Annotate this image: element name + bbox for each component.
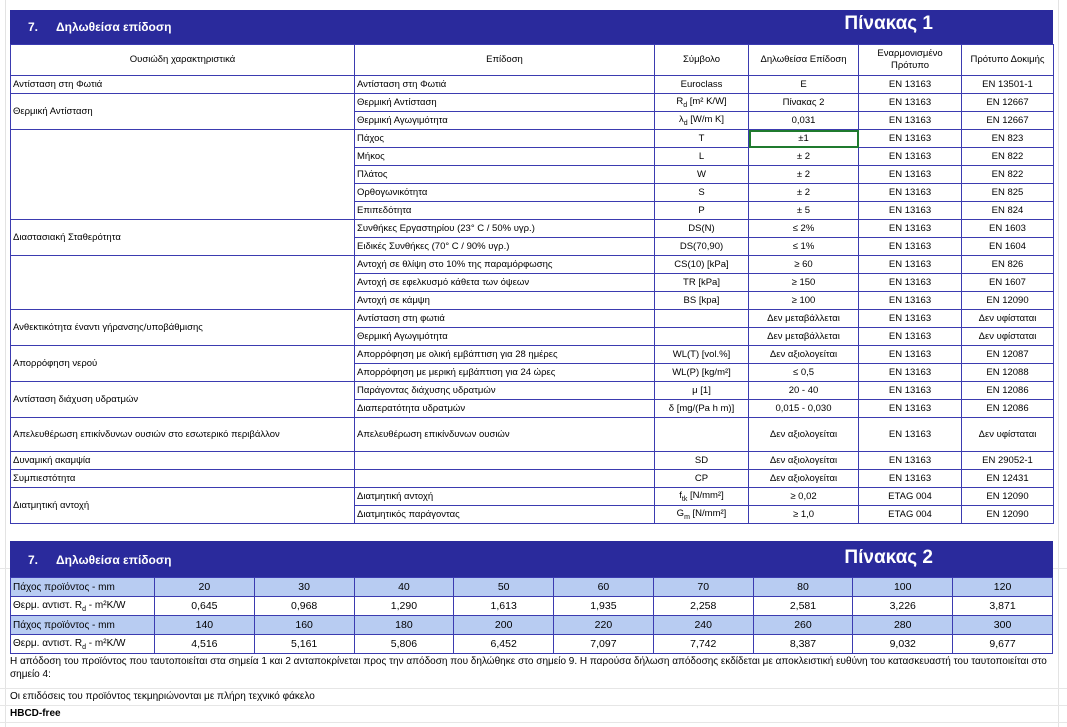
test-standard-cell: EN 826 [962,256,1054,274]
symbol-cell: WL(T) [vol.%] [655,346,749,364]
section-title: Δηλωθείσα επίδοση [56,20,172,34]
declared-value-cell: 20 - 40 [749,382,859,400]
performance-cell: Θερμική Αγωγιμότητα [355,112,655,130]
standard-cell: ETAG 004 [859,488,962,506]
thickness-cell: 300 [953,616,1053,635]
declared-value-cell: Δεν αξιολογείται [749,470,859,488]
resistance-cell: 8,387 [753,635,853,654]
characteristic-cell [11,130,355,220]
thickness-cell: 30 [254,578,354,597]
symbol-cell [655,310,749,328]
test-standard-cell: EN 1604 [962,238,1054,256]
section-2-header [10,541,1053,577]
symbol-cell: P [655,202,749,220]
thickness-cell: 280 [853,616,953,635]
symbol-cell: $G_m$ [N/mm²] [655,506,749,524]
thickness-cell: 220 [554,616,654,635]
standard-cell: EN 13163 [859,220,962,238]
standard-cell: EN 13163 [859,130,962,148]
standard-cell: EN 13163 [859,328,962,346]
resistance-cell: 0,968 [254,597,354,616]
row-label: Πάχος προϊόντος - mm [11,578,155,597]
test-standard-cell: EN 12667 [962,94,1054,112]
table-row [11,310,1054,328]
table-row [11,256,1054,274]
symbol-cell: S [655,184,749,202]
characteristic-cell: Αντίσταση στη Φωτιά [11,76,355,94]
table-row [11,76,1054,94]
section-number: 7. [28,20,39,34]
section-1-header [10,10,1053,44]
thickness-cell: 50 [454,578,554,597]
characteristic-cell: Θερμική Αντίσταση [11,94,355,130]
test-standard-cell: EN 12090 [962,488,1054,506]
performance-cell: Διαπερατότητα υδρατμών [355,400,655,418]
documentation-note: Οι επιδόσεις του προϊόντος τεκμηριώνονται με πλήρη τεχνικό φάκελο [10,691,315,702]
table-row [11,452,1054,470]
symbol-cell: $\lambda_d$ [W/m K] [655,112,749,130]
symbol-cell: DS(70,90) [655,238,749,256]
performance-cell: Αντοχή σε εφελκυσμό κάθετα των όψεων [355,274,655,292]
declared-value-cell: ≥ 100 [749,292,859,310]
declared-value-cell: Δεν αξιολογείται [749,418,859,452]
symbol-cell: CS(10) [kPa] [655,256,749,274]
performance-cell [355,452,655,470]
section-number: 7. [28,553,39,567]
test-standard-cell: EN 12086 [962,382,1054,400]
table-row [11,220,1054,238]
declared-value-cell: Πίνακας 2 [749,94,859,112]
performance-cell: Συνθήκες Εργαστηρίου (23° C / 50% υγρ.) [355,220,655,238]
symbol-cell: T [655,130,749,148]
standard-cell: EN 13163 [859,470,962,488]
standard-cell: EN 13163 [859,292,962,310]
declared-value-cell: Δεν μεταβάλλεται [749,328,859,346]
standard-cell: EN 13163 [859,418,962,452]
declared-value-cell: ≥ 60 [749,256,859,274]
resistance-row [11,597,1053,616]
hbcd-note: HBCD-free [10,708,61,719]
thickness-cell: 140 [155,616,255,635]
resistance-cell: 7,097 [554,635,654,654]
test-standard-cell: EN 12090 [962,292,1054,310]
thickness-table [10,577,1053,654]
test-standard-cell: EN 29052-1 [962,452,1054,470]
table-row [11,488,1054,506]
declared-value-cell: ± 2 [749,166,859,184]
declared-value-cell: 0,031 [749,112,859,130]
characteristic-cell [11,256,355,310]
standard-cell: EN 13163 [859,184,962,202]
standard-cell: EN 13163 [859,76,962,94]
standard-cell: EN 13163 [859,364,962,382]
thickness-cell: 40 [354,578,454,597]
declared-value-cell: Δεν αξιολογείται [749,346,859,364]
performance-cell: Αντίσταση στη Φωτιά [355,76,655,94]
table-2-title: Πίνακας 2 [844,547,933,568]
performance-cell: Αντοχή σε κάμψη [355,292,655,310]
header-symbol: Σύμβολο [655,45,749,76]
characteristic-cell: Συμπιεστότητα [11,470,355,488]
test-standard-cell: EN 823 [962,130,1054,148]
resistance-cell: 9,677 [953,635,1053,654]
header-declared: Δηλωθείσα Επίδοση [749,45,859,76]
thickness-cell: 240 [653,616,753,635]
thickness-cell: 80 [753,578,853,597]
test-standard-cell: EN 1607 [962,274,1054,292]
declared-value-cell: 0,015 - 0,030 [749,400,859,418]
table-row [11,382,1054,400]
performance-cell: Αντοχή σε θλίψη στο 10% της παραμόρφωσης [355,256,655,274]
declared-value-cell: E [749,76,859,94]
table-1-title: Πίνακας 1 [844,13,933,34]
test-standard-cell: EN 12431 [962,470,1054,488]
declared-value-cell-selected: ±1 [749,130,859,148]
performance-cell: Απορρόφηση με ολική εμβάπτιση για 28 ημέρες [355,346,655,364]
symbol-cell: TR [kPa] [655,274,749,292]
resistance-cell: 0,645 [155,597,255,616]
thickness-cell: 180 [354,616,454,635]
table-header-row [11,45,1054,76]
standard-cell: ETAG 004 [859,506,962,524]
characteristic-cell: Αντίσταση διάχυση υδρατμών [11,382,355,418]
resistance-cell: 1,613 [454,597,554,616]
test-standard-cell: EN 12087 [962,346,1054,364]
resistance-cell: 7,742 [653,635,753,654]
test-standard-cell: Δεν υφίσταται [962,328,1054,346]
row-label: Θερμ. αντιστ. $R_d - m^2K/W$ [11,597,155,616]
test-standard-cell: EN 822 [962,148,1054,166]
thickness-cell: 100 [853,578,953,597]
resistance-cell: 9,032 [853,635,953,654]
resistance-cell: 2,581 [753,597,853,616]
standard-cell: EN 13163 [859,274,962,292]
performance-cell: Μήκος [355,148,655,166]
declared-value-cell: ≥ 150 [749,274,859,292]
resistance-cell: 3,871 [953,597,1053,616]
symbol-cell: CP [655,470,749,488]
declared-value-cell: Δεν αξιολογείται [749,452,859,470]
symbol-cell: L [655,148,749,166]
performance-cell: Ειδικές Συνθήκες (70° C / 90% υγρ.) [355,238,655,256]
performance-cell: Πλάτος [355,166,655,184]
performance-cell: Αντίσταση στη φωτιά [355,310,655,328]
test-standard-cell: EN 12086 [962,400,1054,418]
resistance-cell: 1,935 [554,597,654,616]
table-row [11,130,1054,148]
performance-cell: Θερμική Αγωγιμότητα [355,328,655,346]
standard-cell: EN 13163 [859,112,962,130]
standard-cell: EN 13163 [859,452,962,470]
table-row [11,346,1054,364]
standard-cell: EN 13163 [859,148,962,166]
header-harmonised-standard: Εναρμονισμένο Πρότυπο [859,45,962,76]
thickness-cell: 70 [653,578,753,597]
resistance-cell: 3,226 [853,597,953,616]
declared-value-cell: ± 2 [749,184,859,202]
symbol-cell: W [655,166,749,184]
resistance-cell: 5,806 [354,635,454,654]
performance-cell: Επιπεδότητα [355,202,655,220]
performance-table [10,44,1054,524]
row-label: Πάχος προϊόντος - mm [11,616,155,635]
test-standard-cell: EN 824 [962,202,1054,220]
test-standard-cell: EN 825 [962,184,1054,202]
standard-cell: EN 13163 [859,310,962,328]
performance-cell: Απορρόφηση με μερική εμβάπτιση για 24 ώρες [355,364,655,382]
thickness-cell: 200 [454,616,554,635]
standard-cell: EN 13163 [859,166,962,184]
characteristic-cell: Δυναμική ακαμψία [11,452,355,470]
characteristic-cell: Ανθεκτικότητα έναντι γήρανσης/υποβάθμισης [11,310,355,346]
test-standard-cell: EN 12088 [962,364,1054,382]
test-standard-cell: EN 822 [962,166,1054,184]
characteristic-cell: Απελευθέρωση επικίνδυνων ουσιών στο εσωτερικό περιβάλλον [11,418,355,452]
thickness-row [11,616,1053,635]
test-standard-cell: Δεν υφίσταται [962,310,1054,328]
declared-value-cell: ≥ 1,0 [749,506,859,524]
standard-cell: EN 13163 [859,256,962,274]
characteristic-cell: Απορρόφηση νερού [11,346,355,382]
standard-cell: EN 13163 [859,382,962,400]
resistance-cell: 5,161 [254,635,354,654]
declared-value-cell: ≤ 2% [749,220,859,238]
thickness-cell: 60 [554,578,654,597]
performance-cell [355,470,655,488]
test-standard-cell: EN 13501-1 [962,76,1054,94]
symbol-cell [655,328,749,346]
section-title: Δηλωθείσα επίδοση [56,553,172,567]
declared-value-cell: ± 5 [749,202,859,220]
table-row [11,94,1054,112]
declared-value-cell: ≤ 1% [749,238,859,256]
header-test-standard: Πρότυπο Δοκιμής [962,45,1054,76]
declared-value-cell: ± 2 [749,148,859,166]
symbol-cell: BS [kpa] [655,292,749,310]
standard-cell: EN 13163 [859,94,962,112]
table-row [11,470,1054,488]
symbol-cell: μ [1] [655,382,749,400]
characteristic-cell: Διατμητική αντοχή [11,488,355,524]
test-standard-cell: EN 1603 [962,220,1054,238]
resistance-row [11,635,1053,654]
resistance-cell: 2,258 [653,597,753,616]
resistance-cell: 1,290 [354,597,454,616]
row-label: Θερμ. αντιστ. $R_d - m^2K/W$ [11,635,155,654]
header-characteristics: Ουσιώδη χαρακτηριστικά [11,45,355,76]
thickness-cell: 260 [753,616,853,635]
test-standard-cell: EN 12090 [962,506,1054,524]
thickness-row [11,578,1053,597]
performance-cell: Διατμητικός παράγοντας [355,506,655,524]
test-standard-cell: Δεν υφίσταται [962,418,1054,452]
standard-cell: EN 13163 [859,238,962,256]
table-row [11,418,1054,452]
declaration-note: Η απόδοση του προϊόντος που ταυτοποιείται στα σημεία 1 και 2 ανταποκρίνεται προς την απόδοση που δηλώθηκε στο σημείο 9. Η παρούσα δήλωση απόδοσης εκδίδεται με αποκλειστική ευθύνη του κατασκευαστή του ταυτοποιείται στο σημείο 4: [10,656,1047,680]
thickness-cell: 160 [254,616,354,635]
thickness-cell: 120 [953,578,1053,597]
symbol-cell: DS(N) [655,220,749,238]
symbol-cell: δ [mg/(Pa h m)] [655,400,749,418]
symbol-cell: $R_d$ [m² K/W] [655,94,749,112]
performance-cell: Πάχος [355,130,655,148]
declared-value-cell: ≥ 0,02 [749,488,859,506]
declared-value-cell: ≤ 0,5 [749,364,859,382]
header-performance: Επίδοση [355,45,655,76]
symbol-cell: WL(P) [kg/m²] [655,364,749,382]
symbol-cell: $f_{tk}$ [N/mm²] [655,488,749,506]
resistance-cell: 6,452 [454,635,554,654]
standard-cell: EN 13163 [859,346,962,364]
performance-cell: Θερμική Αντίσταση [355,94,655,112]
standard-cell: EN 13163 [859,400,962,418]
performance-cell: Διατμητική αντοχή [355,488,655,506]
performance-cell: Απελευθέρωση επικίνδυνων ουσιών [355,418,655,452]
symbol-cell [655,418,749,452]
standard-cell: EN 13163 [859,202,962,220]
symbol-cell: SD [655,452,749,470]
declared-value-cell: Δεν μεταβάλλεται [749,310,859,328]
characteristic-cell: Διαστασιακή Σταθερότητα [11,220,355,256]
test-standard-cell: EN 12667 [962,112,1054,130]
symbol-cell: Euroclass [655,76,749,94]
resistance-cell: 4,516 [155,635,255,654]
performance-cell: Ορθογωνικότητα [355,184,655,202]
thickness-cell: 20 [155,578,255,597]
performance-cell: Παράγοντας διάχυσης υδρατμών [355,382,655,400]
